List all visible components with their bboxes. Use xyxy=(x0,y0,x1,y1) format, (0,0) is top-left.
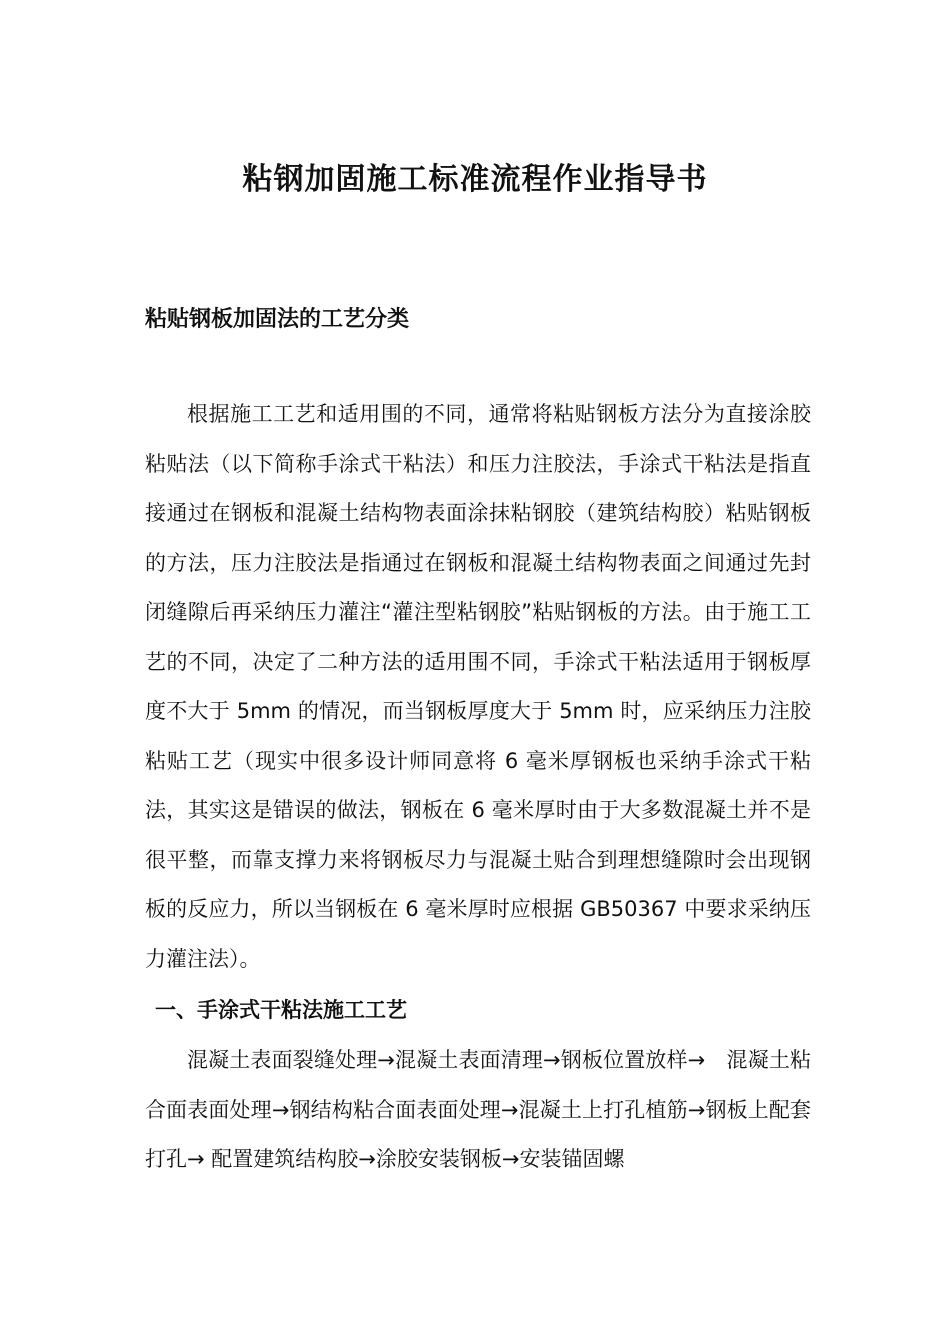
section-heading: 粘贴钢板加固法的工艺分类 xyxy=(145,307,410,332)
subsection-heading: 一、手涂式干粘法施工工艺 xyxy=(155,998,407,1022)
body-paragraph: 根据施工工艺和适用围的不同，通常将粘贴钢板方法分为直接涂胶粘贴法（以下简称手涂式干粘法）和压力注胶法，手涂式干粘法是指直接通过在钢板和混凝土结构物表面涂抹粘钢胶（建筑结构胶）粘贴钢板的方法，压力注胶法是指通过在钢板和混凝土结构物表面之间通过先封闭缝隙后再采纳压力灌注“灌注型粘钢胶”粘贴钢板的方法。由于施工工艺的不同，决定了二种方法的适用围不同，手涂式干粘法适用于钢板厚度不大于 5mm 的情况，而当钢板厚度大于 5mm 时，应采纳压力注胶粘贴工艺（现实中很多设计师同意将 6 毫米厚钢板也采纳手涂式干粘法，其实这是错误的做法，钢板在 6 毫米厚时由于大多数混凝土并不是很平整，而靠支撑力来将钢板尽力与混凝土贴合到理想缝隙时会出现钢板的反应力，所以当钢板在 6 毫米厚时应根据 GB50367 中要求采纳压力灌注法）。 xyxy=(145,402,811,971)
process-flow-paragraph: 混凝土表面裂缝处理→混凝土表面清理→钢板位置放样→ 混凝土粘合面表面处理→钢结构粘合面表面处理→混凝土上打孔植筋→钢板上配套打孔→ 配置建筑结构胶→涂胶安装钢板→安装锚固螺 xyxy=(145,1048,811,1171)
document-title: 粘钢加固施工标准流程作业指导书 xyxy=(242,162,708,197)
